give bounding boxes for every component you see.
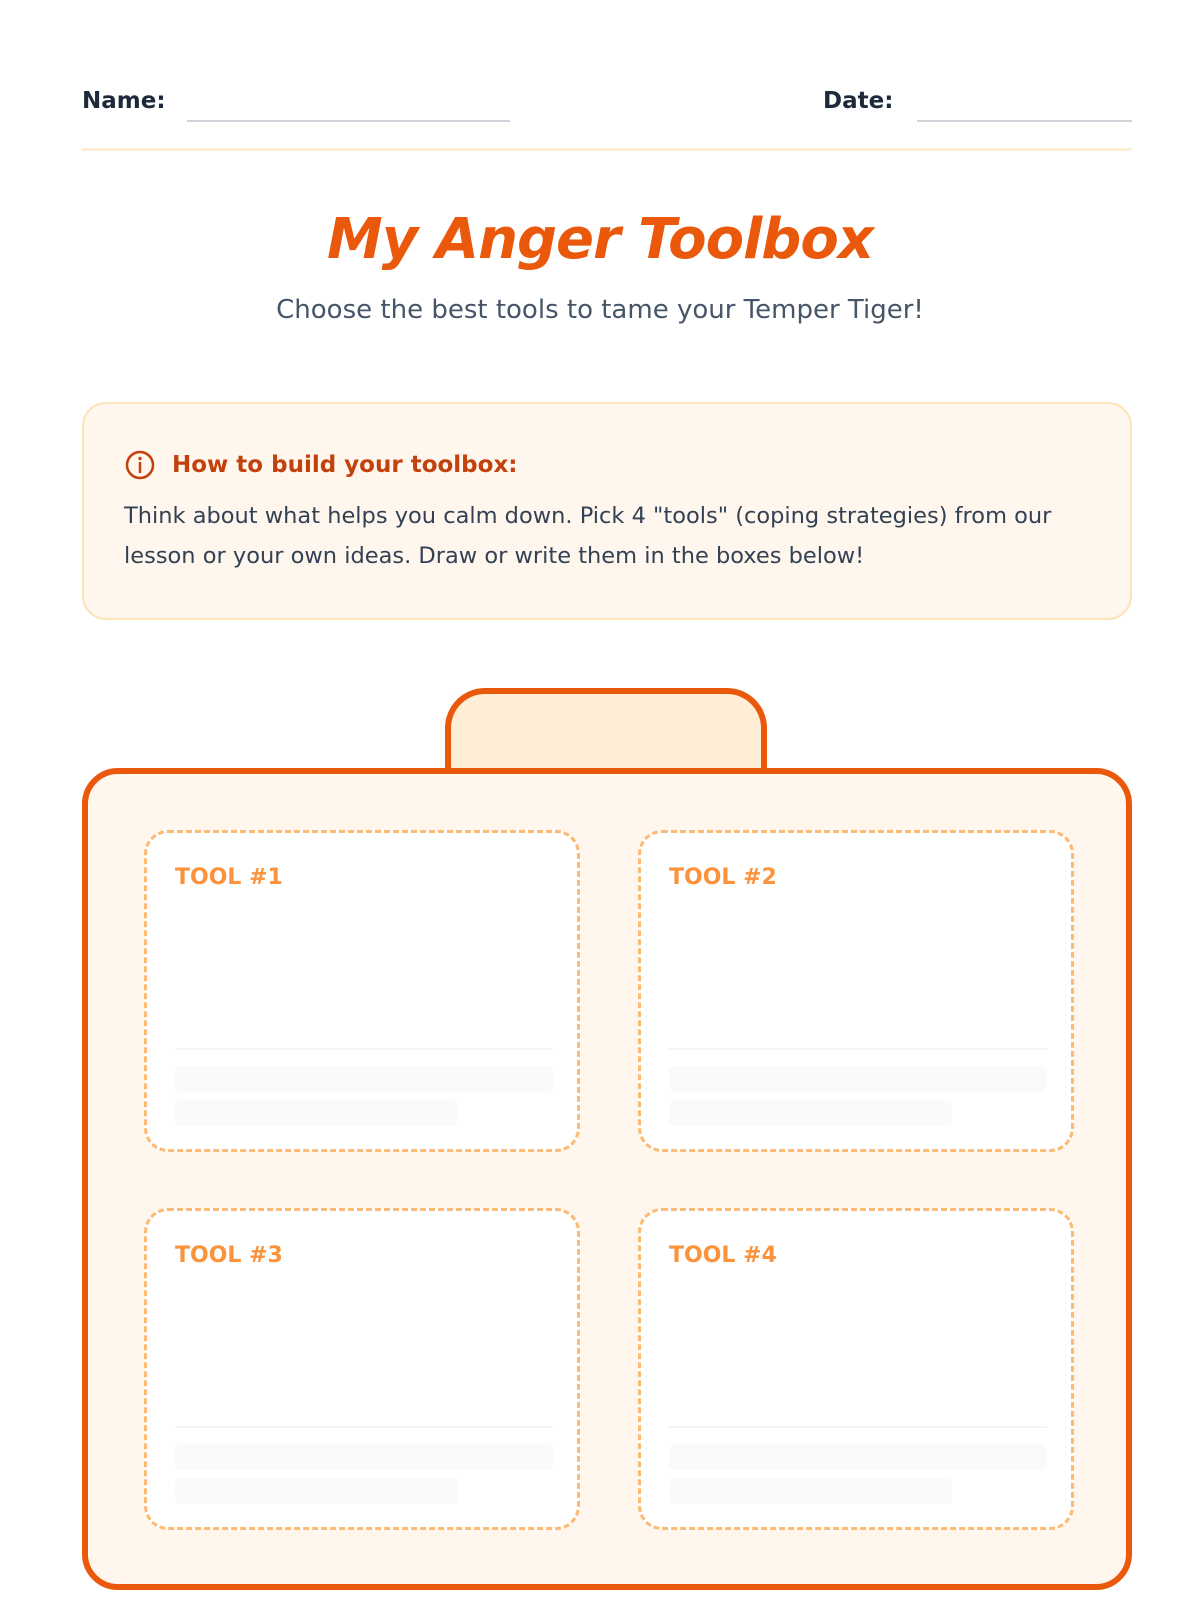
tool-divider [175, 1048, 553, 1050]
tool-writing-line-2[interactable] [669, 1478, 952, 1504]
tool-label-4: TOOL #4 [669, 1243, 777, 1268]
date-field[interactable] [917, 120, 1132, 122]
tool-writing-line-1[interactable] [669, 1066, 1047, 1092]
header-row [82, 84, 1132, 124]
toolbox-handle [445, 688, 767, 780]
tool-divider [669, 1048, 1047, 1050]
tool-label-3: TOOL #3 [175, 1243, 283, 1268]
page-title: My Anger Toolbox [327, 207, 873, 272]
page-subtitle: Choose the best tools to tame your Temper Tiger! [276, 295, 924, 325]
tool-writing-line-2[interactable] [175, 1100, 458, 1126]
tool-divider [175, 1426, 553, 1428]
instructions-text: Think about what helps you calm down. Pick 4 "tools" (coping strategies) from our lesson or your own ideas. Draw or write them in the boxes below! [124, 503, 1052, 569]
date-label: Date: [823, 88, 894, 114]
toolbox [82, 768, 1132, 1590]
name-field[interactable] [187, 120, 510, 122]
tool-card-4[interactable] [638, 1208, 1074, 1530]
tool-writing-line-1[interactable] [669, 1444, 1047, 1470]
tool-card-1[interactable] [144, 830, 580, 1152]
tool-label-2: TOOL #2 [669, 865, 777, 890]
tool-writing-line-1[interactable] [175, 1444, 553, 1470]
tool-writing-line-1[interactable] [175, 1066, 553, 1092]
instructions-box [82, 402, 1132, 620]
tool-card-2[interactable] [638, 830, 1074, 1152]
instructions-header [124, 448, 517, 482]
tool-writing-line-2[interactable] [175, 1478, 458, 1504]
header-divider [82, 148, 1132, 151]
tool-label-1: TOOL #1 [175, 865, 283, 890]
tool-divider [669, 1426, 1047, 1428]
name-label: Name: [82, 88, 166, 114]
tool-writing-line-2[interactable] [669, 1100, 952, 1126]
tool-card-3[interactable] [144, 1208, 580, 1530]
instructions-heading: How to build your toolbox: [172, 452, 518, 478]
info-icon [124, 449, 156, 481]
